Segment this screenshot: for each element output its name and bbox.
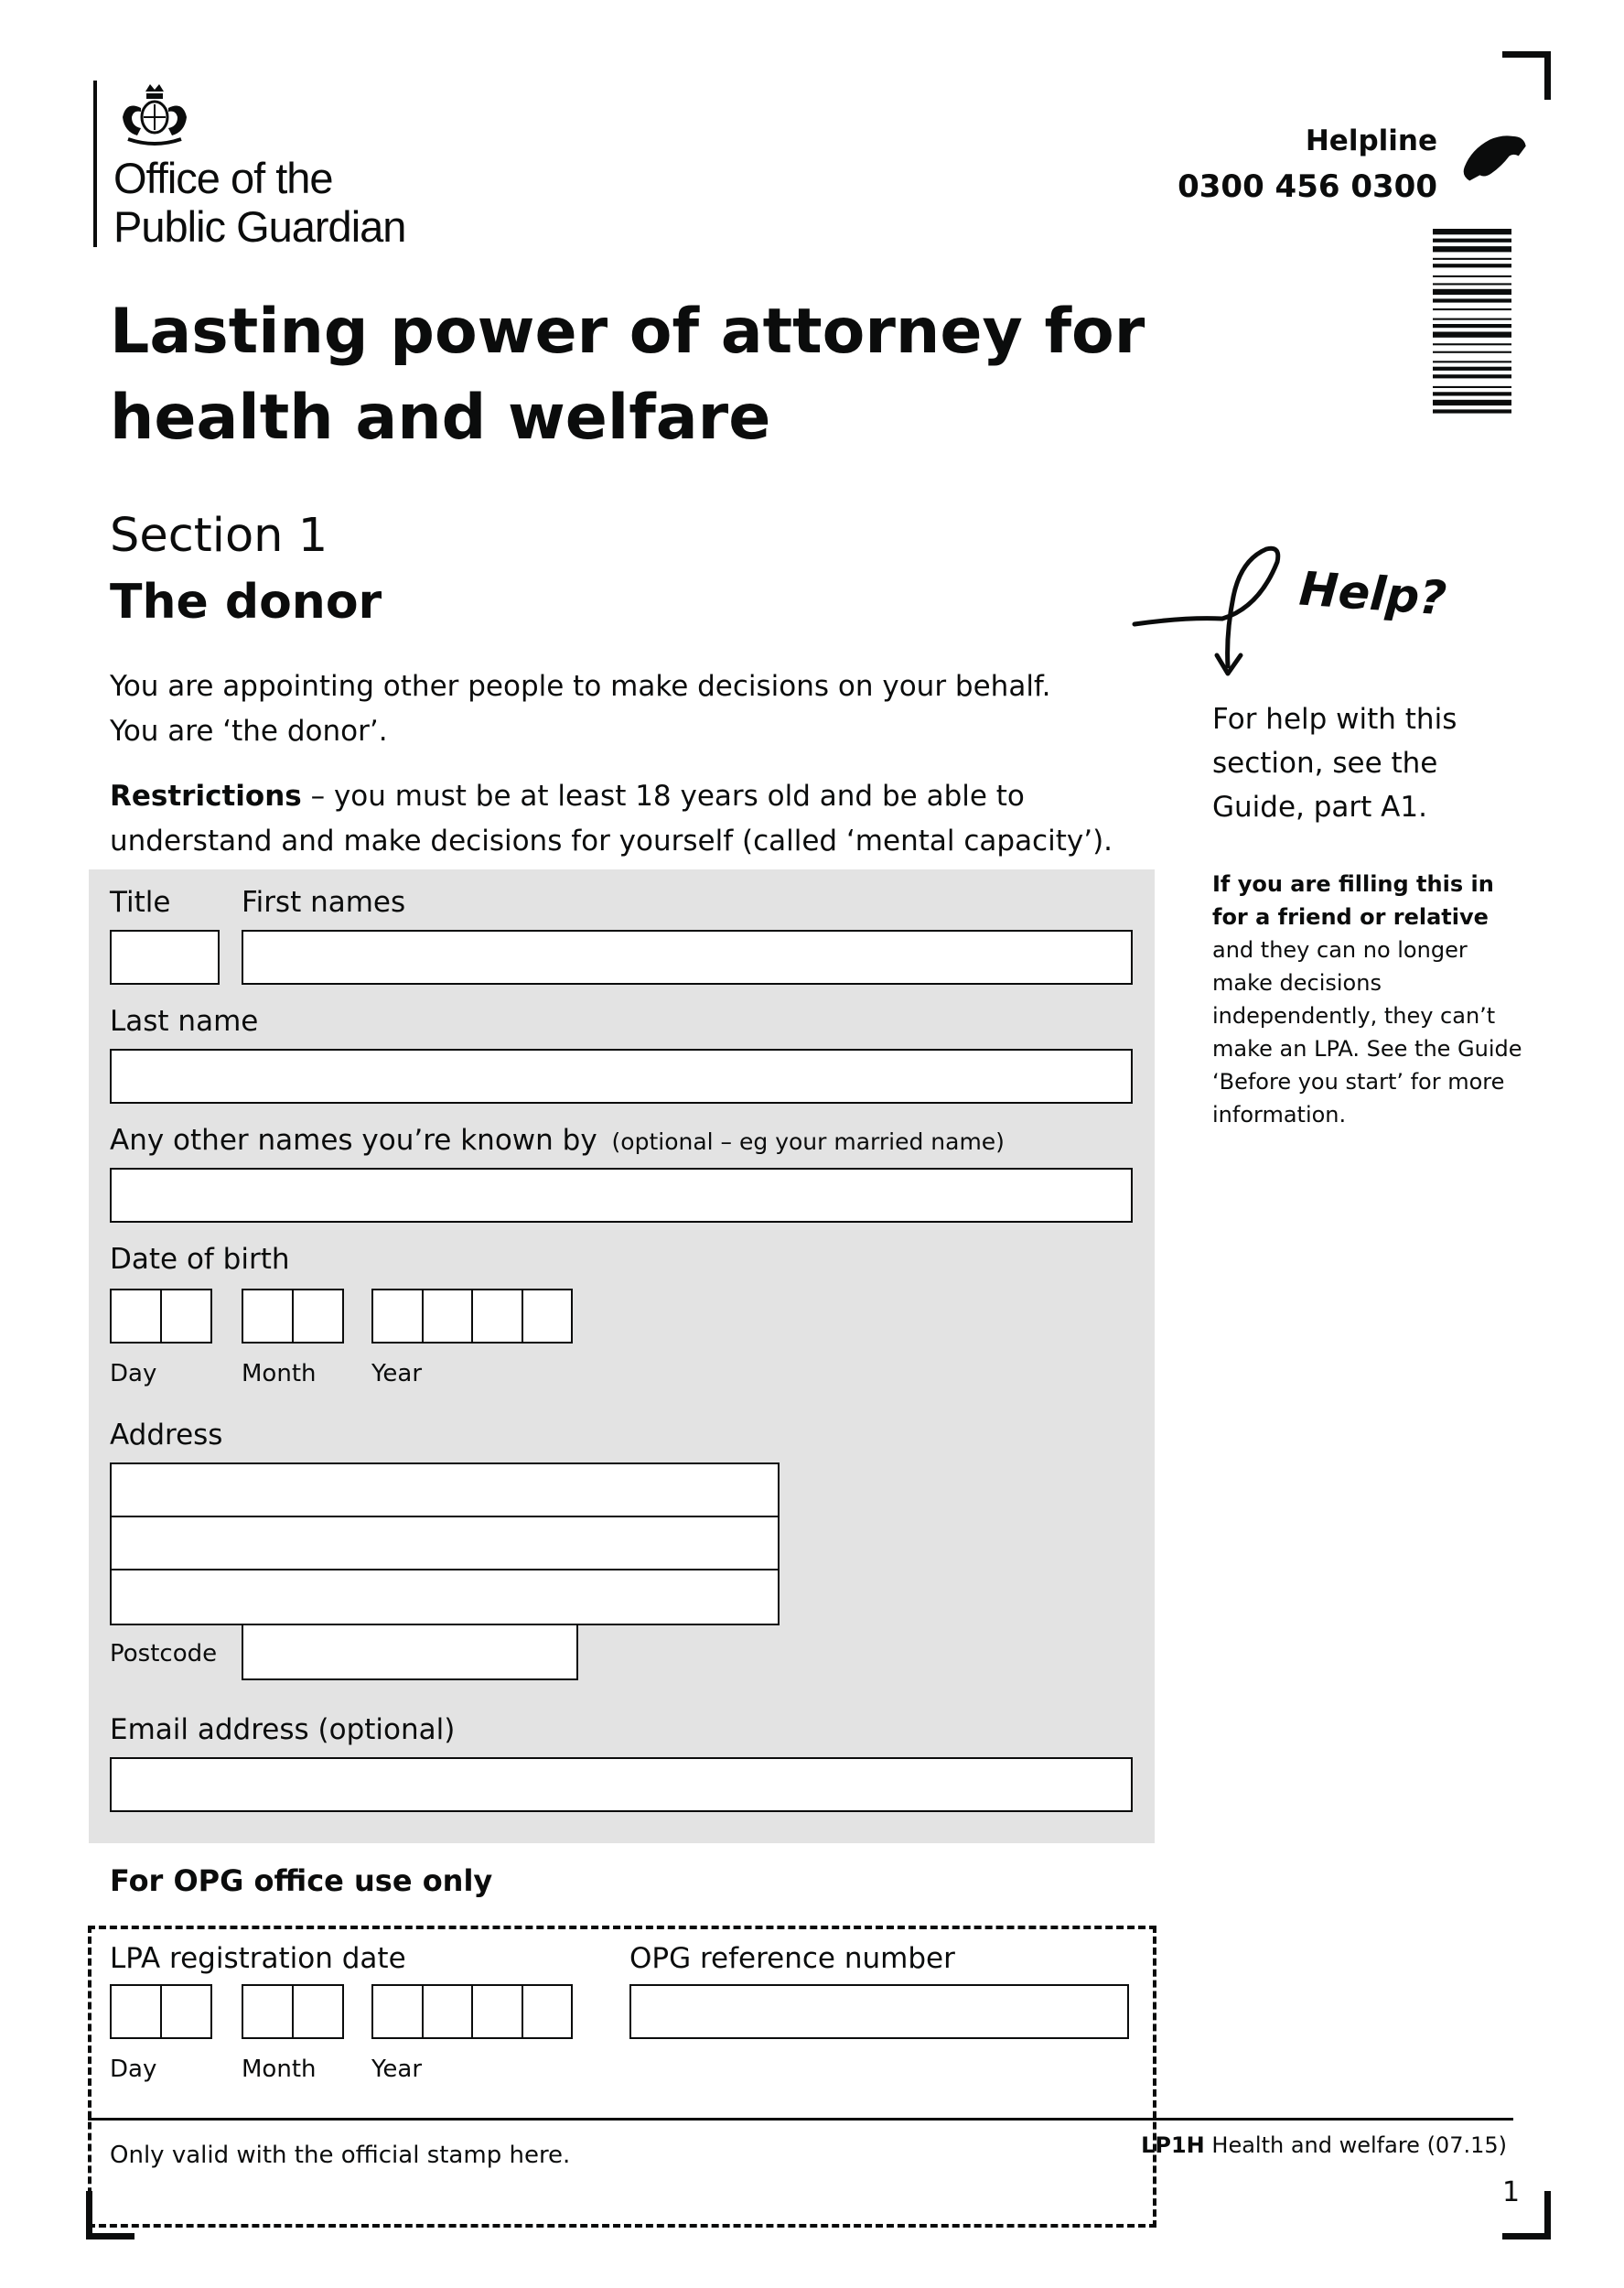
address-line-2-field[interactable] [110,1516,780,1570]
other-names-hint: (optional – eg your married name) [611,1128,1005,1155]
phone-icon [1460,128,1530,198]
section-title: The donor [110,575,382,630]
dob-day-field[interactable] [110,1289,212,1344]
postcode-label: Postcode [110,1640,218,1667]
postcode-field[interactable] [242,1624,578,1680]
section-number: Section 1 [110,509,328,563]
dob-day-label: Day [110,1360,157,1387]
title-field[interactable] [110,930,220,985]
helpline-number: 0300 456 0300 [1178,168,1437,205]
office-use-heading: For OPG office use only [110,1863,493,1898]
first-names-field[interactable] [242,930,1133,985]
form-code: LP1H Health and welfare (07.15) [1141,2132,1507,2158]
dob-month-field[interactable] [242,1289,344,1344]
organisation-name: Office of the Public Guardian [113,154,406,251]
curly-arrow-icon [1131,542,1286,688]
first-names-label: First names [242,886,406,919]
registration-date-label: LPA registration date [110,1942,406,1975]
corner-mark-top-right [1502,51,1551,100]
other-names-label: Any other names you’re known by (optional – eg your married name) [110,1124,1005,1157]
help-note: If you are filling this in for a friend or relative and they can no longer make decisions independently, they can’t make an LPA. See the Guide ‘Before you start’ for more information. [1212,871,1522,1128]
barcode-icon [1433,229,1511,462]
page-number: 1 [1502,2176,1521,2208]
form-title: Lasting power of attorney for health and welfare [110,296,1145,454]
email-field[interactable] [110,1757,1133,1812]
dob-month-label: Month [242,1360,317,1387]
dob-year-field[interactable] [371,1289,573,1344]
help-text: For help with this section, see the Guide, part A1. [1212,703,1457,824]
section-intro: You are appointing other people to make decisions on your behalf. You are ‘the donor’. [110,670,1051,748]
opg-reference-field[interactable] [629,1984,1129,2039]
title-label: Title [110,886,171,919]
registration-month-label: Month [242,2056,317,2083]
opg-reference-label: OPG reference number [629,1942,955,1975]
logo-rule [93,81,97,247]
helpline-label: Helpline [1305,124,1437,157]
dob-year-label: Year [371,1360,423,1387]
dob-label: Date of birth [110,1243,290,1276]
registration-day-label: Day [110,2056,157,2083]
address-line-1-field[interactable] [110,1462,780,1517]
restrictions-text: Restrictions – you must be at least 18 years old and be able to understand and make decisions for yourself (called ‘mental capacity’). [110,780,1113,858]
last-name-label: Last name [110,1005,259,1038]
last-name-field[interactable] [110,1049,1133,1104]
other-names-field[interactable] [110,1168,1133,1223]
registration-month-field[interactable] [242,1984,344,2039]
registration-day-field[interactable] [110,1984,212,2039]
footer-rule [88,2118,1513,2121]
address-label: Address [110,1419,223,1452]
crest-icon [113,81,196,146]
registration-year-label: Year [371,2056,423,2083]
address-line-3-field[interactable] [110,1569,780,1625]
email-label: Email address (optional) [110,1713,456,1746]
stamp-note: Only valid with the official stamp here. [110,2142,571,2169]
help-heading: Help? [1297,562,1448,627]
registration-year-field[interactable] [371,1984,573,2039]
